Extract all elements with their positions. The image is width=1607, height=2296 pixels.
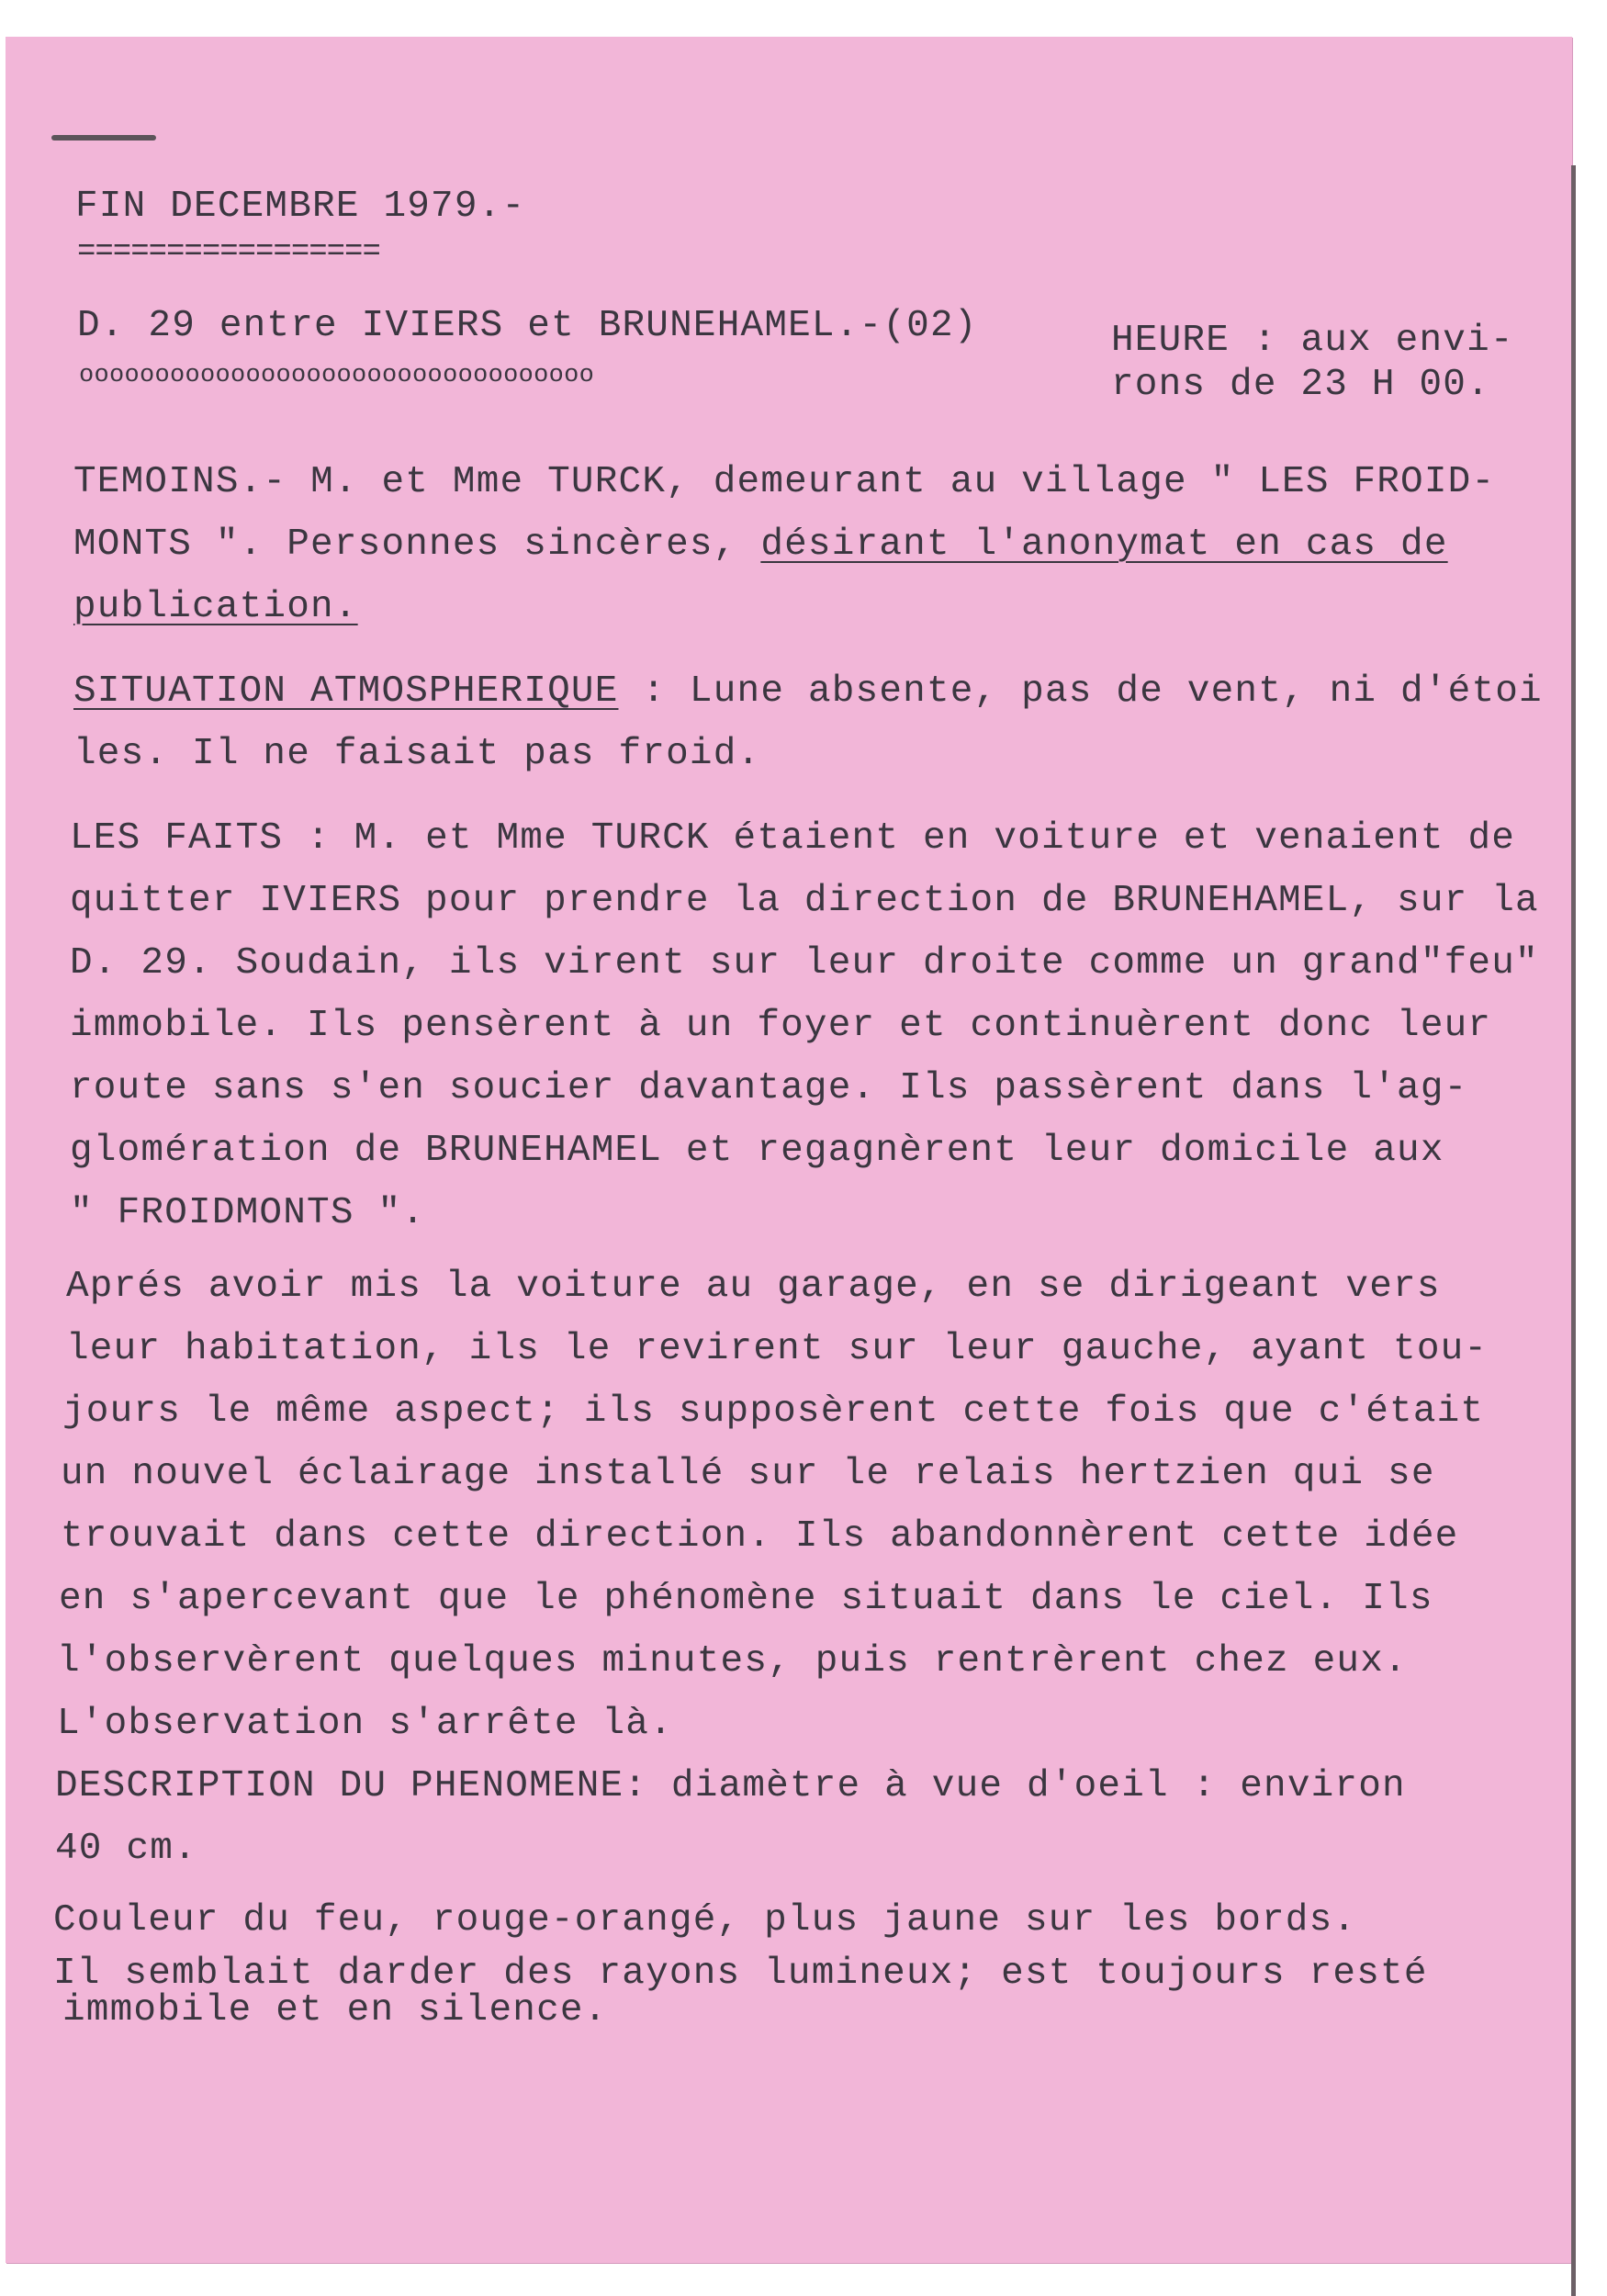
colour-line-2: Il semblait darder des rayons lumineux; est toujours resté	[53, 1953, 1428, 1995]
after-line-4: un nouvel éclairage installé sur le relais hertzien qui se	[61, 1453, 1435, 1495]
witnesses-text-2: MONTS ". Personnes sincères,	[73, 523, 737, 566]
facts-line-7: " FROIDMONTS ".	[70, 1192, 426, 1234]
facts-line-4: immobile. Ils pensèrent à un foyer et continuèrent donc leur	[70, 1005, 1492, 1047]
colour-line-1: Couleur du feu, rouge-orangé, plus jaune sur les bords.	[53, 1899, 1357, 1941]
date-rule: =================	[77, 235, 380, 270]
description-line-2: 40 cm.	[55, 1828, 197, 1870]
colour-line-3: immobile et en silence.	[62, 1989, 608, 2032]
facts-text-1: : M. et Mme TURCK étaient en voiture et venaient de	[307, 817, 1516, 860]
atmosphere-text-1: : Lune absente, pas de vent, ni d'étoi	[642, 670, 1543, 713]
facts-line-2: quitter IVIERS pour prendre la direction de BRUNEHAMEL, sur la	[70, 880, 1539, 922]
witnesses-line-1	[73, 459, 1495, 505]
atmosphere-label: SITUATION ATMOSPHERIQUE	[73, 670, 619, 713]
time-line-2: rons de 23 H 00.	[1111, 364, 1490, 406]
atmosphere-line-2: les. Il ne faisait pas froid.	[73, 733, 761, 775]
document-page	[6, 37, 1572, 2263]
description-label: DESCRIPTION DU PHENOMENE:	[55, 1765, 648, 1807]
page-edge	[1571, 165, 1576, 2296]
time-label	[1111, 318, 1514, 364]
after-line-6: en s'apercevant que le phénomène situait dans le ciel. Ils	[59, 1578, 1433, 1620]
atmosphere-line-1	[73, 669, 1543, 715]
after-line-2: leur habitation, ils le revirent sur leur gauche, ayant tou-	[66, 1328, 1489, 1370]
after-line-3: jours le même aspect; ils supposèrent cette fois que c'était	[62, 1390, 1485, 1433]
witnesses-label: TEMOINS.-	[73, 461, 287, 503]
after-line-7: l'observèrent quelques minutes, puis rentrèrent chez eux.	[57, 1640, 1408, 1683]
after-line-8: L'observation s'arrête là.	[57, 1703, 673, 1745]
facts-label: LES FAITS	[70, 817, 284, 860]
date-heading: FIN DECEMBRE 1979.-	[75, 186, 526, 228]
witnesses-line-2	[73, 522, 1448, 568]
witnesses-line-3: publication.	[73, 586, 358, 628]
time-label-text: HEURE :	[1111, 320, 1277, 362]
location: D. 29 entre IVIERS et BRUNEHAMEL.-(02)	[77, 305, 978, 347]
staple	[51, 135, 156, 141]
description-line-1	[55, 1763, 1406, 1809]
facts-line-5: route sans s'en soucier davantage. Ils passèrent dans l'ag-	[70, 1067, 1468, 1109]
location-rule: oooooooooooooooooooooooooooooooooo	[79, 362, 595, 389]
description-text-1: diamètre à vue d'oeil : environ	[670, 1765, 1406, 1807]
facts-line-1	[70, 816, 1515, 861]
facts-line-3: D. 29. Soudain, ils virent sur leur droite comme un grand"feu"	[70, 942, 1539, 985]
time-line-1: aux envi-	[1300, 320, 1514, 362]
anonymity-request: désirant l'anonymat en cas de	[760, 523, 1448, 566]
witnesses-text-1: M. et Mme TURCK, demeurant au village " LES FROID-	[310, 461, 1496, 503]
after-line-5: trouvait dans cette direction. Ils abandonnèrent cette idée	[61, 1515, 1459, 1558]
after-line-1: Aprés avoir mis la voiture au garage, en se dirigeant vers	[66, 1266, 1441, 1308]
facts-line-6: glomération de BRUNEHAMEL et regagnèrent leur domicile aux	[70, 1130, 1444, 1172]
